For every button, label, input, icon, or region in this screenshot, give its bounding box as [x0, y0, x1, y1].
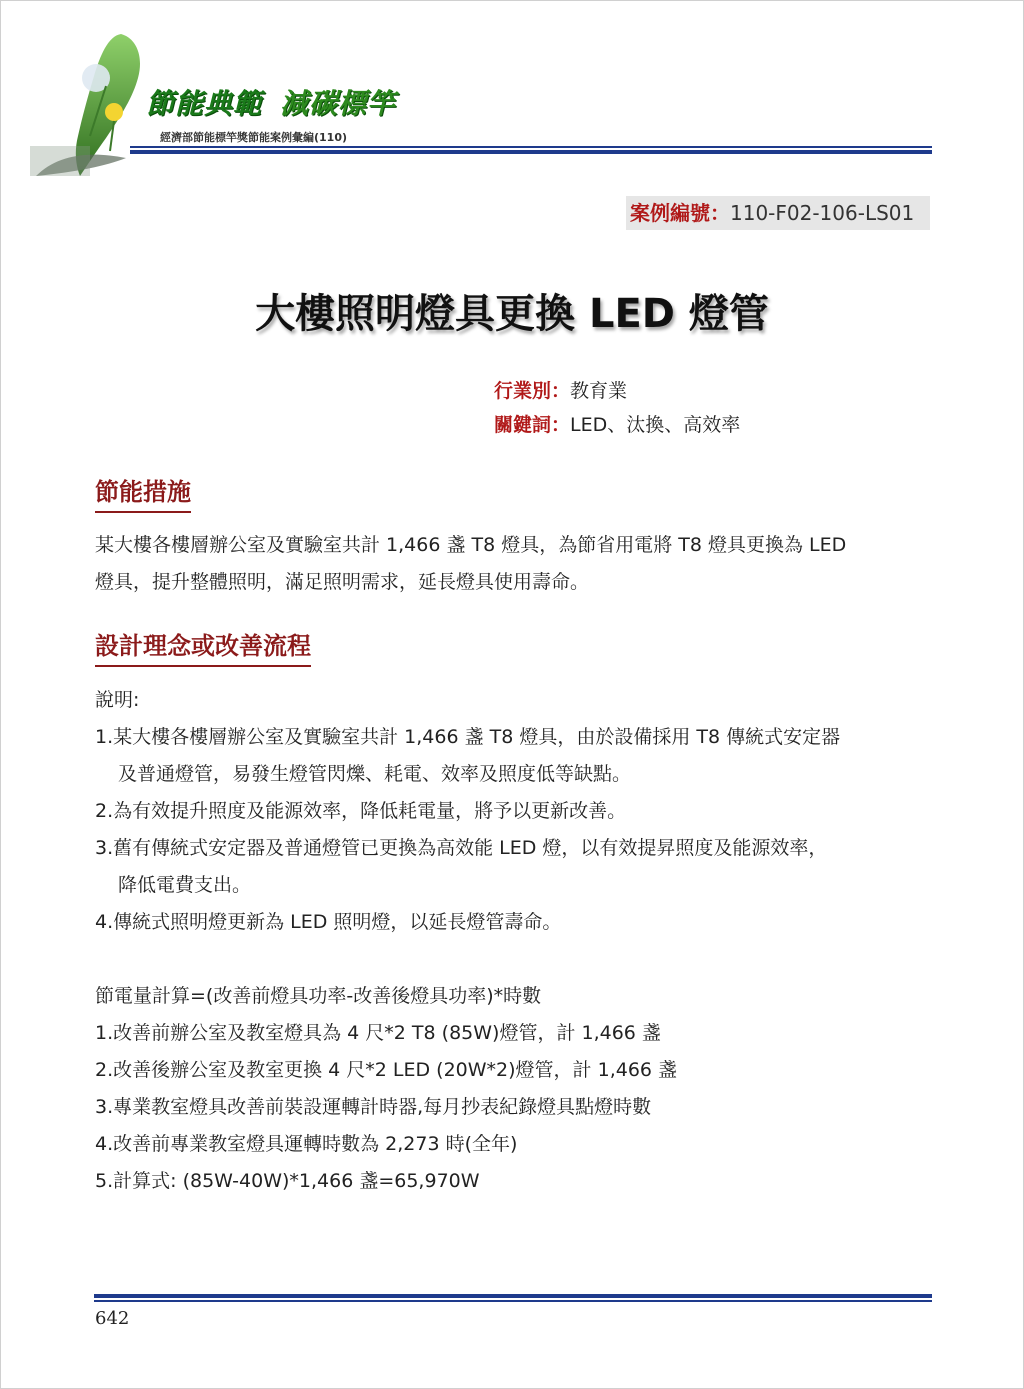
keywords-row	[494, 410, 740, 437]
page-title: 大樓照明燈具更換 LED 燈管	[255, 291, 769, 337]
design-intro: 說明:	[95, 689, 140, 711]
section-heading-measures: 節能措施	[95, 472, 191, 513]
keywords-value: LED、汰換、高效率	[570, 414, 741, 436]
calc-item-3: 3.專業教室燈具改善前裝設運轉計時器,每月抄表紀錄燈具點燈時數	[95, 1096, 652, 1118]
brand-slogan	[146, 82, 396, 122]
design-item-3-cont: 降低電費支出。	[118, 874, 252, 896]
keywords-label: 關鍵詞：	[494, 414, 571, 436]
page-number: 642	[95, 1308, 130, 1329]
industry-value: 教育業	[570, 380, 628, 402]
header-rule-thick	[130, 150, 932, 154]
industry-row	[494, 376, 627, 403]
calc-item-1: 1.改善前辦公室及教室燈具為 4 尺*2 T8 (85W)燈管，計 1,466 盞	[95, 1022, 661, 1044]
measures-line-1: 某大樓各樓層辦公室及實驗室共計 1,466 盞 T8 燈具，為節省用電將 T8 燈具更換為 LED	[95, 534, 847, 556]
industry-label: 行業別：	[494, 380, 571, 402]
measures-line-2: 燈具，提升整體照明，滿足照明需求，延長燈具使用壽命。	[95, 571, 590, 593]
design-item-1: 1.某大樓各樓層辦公室及實驗室共計 1,466 盞 T8 燈具，由於設備採用 T8 傳統式安定器	[95, 726, 841, 748]
design-item-1-cont: 及普通燈管，易發生燈管閃爍、耗電、效率及照度低等缺點。	[118, 763, 632, 785]
header-subtitle: 經濟部節能標竿獎節能案例彙編(110)	[160, 131, 348, 144]
calc-item-5: 5.計算式: (85W-40W)*1,466 盞=65,970W	[95, 1170, 480, 1192]
calc-item-2: 2.改善後辦公室及教室更換 4 尺*2 LED (20W*2)燈管，計 1,466 盞	[95, 1059, 678, 1081]
case-number-box	[626, 196, 930, 230]
design-item-3: 3.舊有傳統式安定器及普通燈管已更換為高效能 LED 燈，以有效提昇照度及能源效率，	[95, 837, 828, 859]
calc-item-4: 4.改善前專業教室燈具運轉時數為 2,273 時(全年)	[95, 1133, 518, 1155]
case-number-value: 110-F02-106-LS01	[730, 201, 915, 225]
brand-part1: 節能典範	[146, 87, 263, 120]
section-heading-design: 設計理念或改善流程	[95, 626, 311, 667]
brand-part2: 減碳標竿	[280, 87, 397, 120]
page-header	[0, 0, 1024, 190]
footer-rule-thin	[94, 1300, 932, 1302]
header-rule-thin	[130, 146, 932, 148]
design-item-4: 4.傳統式照明燈更新為 LED 照明燈，以延長燈管壽命。	[95, 911, 562, 933]
design-item-2: 2.為有效提升照度及能源效率，降低耗電量，將予以更新改善。	[95, 800, 627, 822]
calc-title: 節電量計算=(改善前燈具功率-改善後燈具功率)*時數	[95, 985, 542, 1007]
footer-rule-thick	[94, 1294, 932, 1298]
case-number-label: 案例編號：	[630, 201, 730, 225]
